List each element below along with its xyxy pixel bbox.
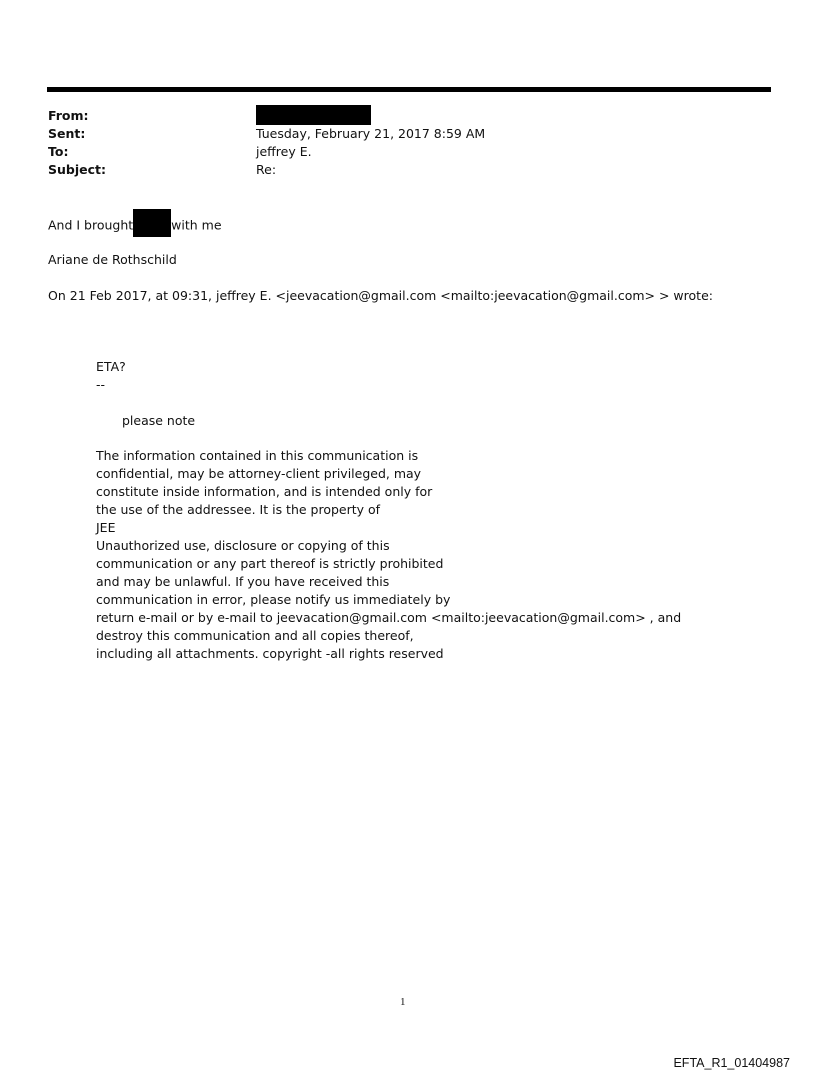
name-redaction xyxy=(133,209,171,237)
disclaimer-line: and may be unlawful. If you have received this xyxy=(96,574,390,589)
from-label: From: xyxy=(48,108,89,123)
page-number: 1 xyxy=(400,996,406,1008)
disclaimer-line: return e-mail or by e-mail to jeevacation@gmail.com <mailto:jeevacation@gmail.com> , and xyxy=(96,610,682,625)
to-label: To: xyxy=(48,144,69,159)
bates-number: EFTA_R1_01404987 xyxy=(673,1056,790,1070)
header-rule xyxy=(47,87,771,92)
quoted-eta: ETA? xyxy=(96,359,126,374)
disclaimer-line: destroy this communication and all copies thereof, xyxy=(96,628,414,643)
disclaimer-line: communication or any part thereof is strictly prohibited xyxy=(96,556,444,571)
disclaimer-line: Unauthorized use, disclosure or copying of this xyxy=(96,538,390,553)
email-header xyxy=(48,107,748,187)
disclaimer-line: communication in error, please notify us immediately by xyxy=(96,592,451,607)
message-line-1-before: And I brought xyxy=(48,217,134,233)
quote-intro: On 21 Feb 2017, at 09:31, jeffrey E. <jeevacation@gmail.com <mailto:jeevacation@gmail.com> > wrote: xyxy=(48,288,713,303)
disclaimer-line: The information contained in this communication is xyxy=(96,448,419,463)
sent-value: Tuesday, February 21, 2017 8:59 AM xyxy=(256,126,486,141)
message-line-1-after: with me xyxy=(171,217,222,233)
sent-label: Sent: xyxy=(48,126,86,141)
disclaimer-line: the use of the addressee. It is the property of xyxy=(96,502,381,517)
disclaimer-line: JEE xyxy=(96,520,116,535)
disclaimer-line: confidential, may be attorney-client privileged, may xyxy=(96,466,422,481)
signature: Ariane de Rothschild xyxy=(48,252,177,267)
subject-label: Subject: xyxy=(48,162,106,177)
quoted-dashes: -- xyxy=(96,377,106,392)
disclaimer-line: constitute inside information, and is intended only for xyxy=(96,484,433,499)
disclaimer-block xyxy=(96,447,681,663)
disclaimer-line: including all attachments. copyright -all rights reserved xyxy=(96,646,444,661)
subject-value: Re: xyxy=(256,162,277,177)
to-value: jeffrey E. xyxy=(256,144,312,159)
from-redaction xyxy=(256,105,371,125)
message-line-1 xyxy=(48,215,222,237)
quoted-please-note: please note xyxy=(122,413,196,428)
